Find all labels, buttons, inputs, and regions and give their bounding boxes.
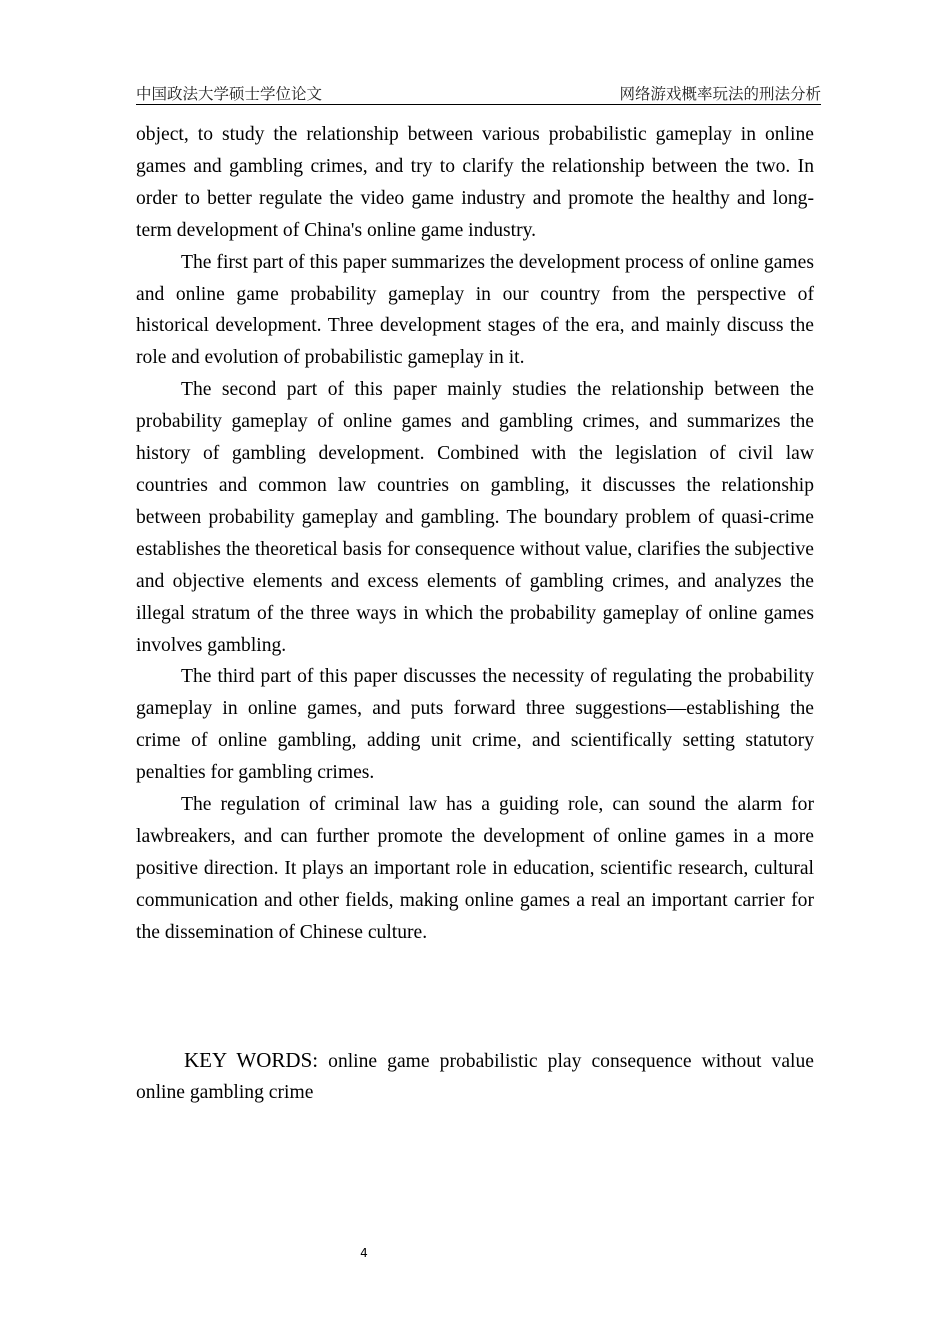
keywords-label: KEY WORDS: (184, 1048, 319, 1072)
keyword-item: online game (328, 1051, 430, 1072)
abstract-paragraph: The regulation of criminal law has a guiding role, can sound the alarm for lawbreakers, and can further promote the development of online games in a more positive direction. It plays an important role in education, scientific research, cultural communication and other fields, making online games a real an important carrier for the dissemination of Chinese culture. (136, 794, 814, 943)
abstract-body (136, 119, 814, 949)
keywords-section (136, 1045, 814, 1108)
abstract-paragraph: object, to study the relationship between various probabilistic gameplay in online games and gambling crimes, and try to clarify the relationship between the two. In order to better regulate the video game industry and promote the healthy and long-term development of China's online game industry. (136, 124, 814, 241)
abstract-paragraph: The second part of this paper mainly studies the relationship between the probability gameplay of online games and gambling crimes, and summarizes the history of gambling development. Combined with the legislation of civil law countries and common law countries on gambling, it discusses the relationship between probability gameplay and gambling. The boundary problem of quasi-crime establishes the theoretical basis for consequence without value, clarifies the subjective and objective elements and excess elements of gambling crimes, and analyzes the illegal stratum of the three ways in which the probability gameplay of online games involves gambling. (136, 379, 814, 656)
running-header (136, 80, 821, 105)
keyword-item: online gambling crime (136, 1082, 314, 1103)
page-number: 4 (360, 1246, 368, 1260)
abstract-paragraph: The first part of this paper summarizes the development process of online games and online game probability gameplay in our country from the perspective of historical development. Three development stages of the era, and mainly discuss the role and evolution of probabilistic gameplay in it. (136, 251, 814, 369)
header-thesis-title: 网络游戏概率玩法的刑法分析 (619, 85, 821, 103)
keyword-item: probabilistic play (439, 1051, 582, 1072)
abstract-paragraph: The third part of this paper discusses the necessity of regulating the probability gameplay in online games, and puts forward three suggestions—establishing the crime of online gambling, adding unit crime, and scientifically setting statutory penalties for gambling crimes. (136, 666, 814, 784)
header-thesis-type: 中国政法大学硕士学位论文 (136, 85, 323, 103)
keyword-item: consequence without value (591, 1051, 814, 1072)
